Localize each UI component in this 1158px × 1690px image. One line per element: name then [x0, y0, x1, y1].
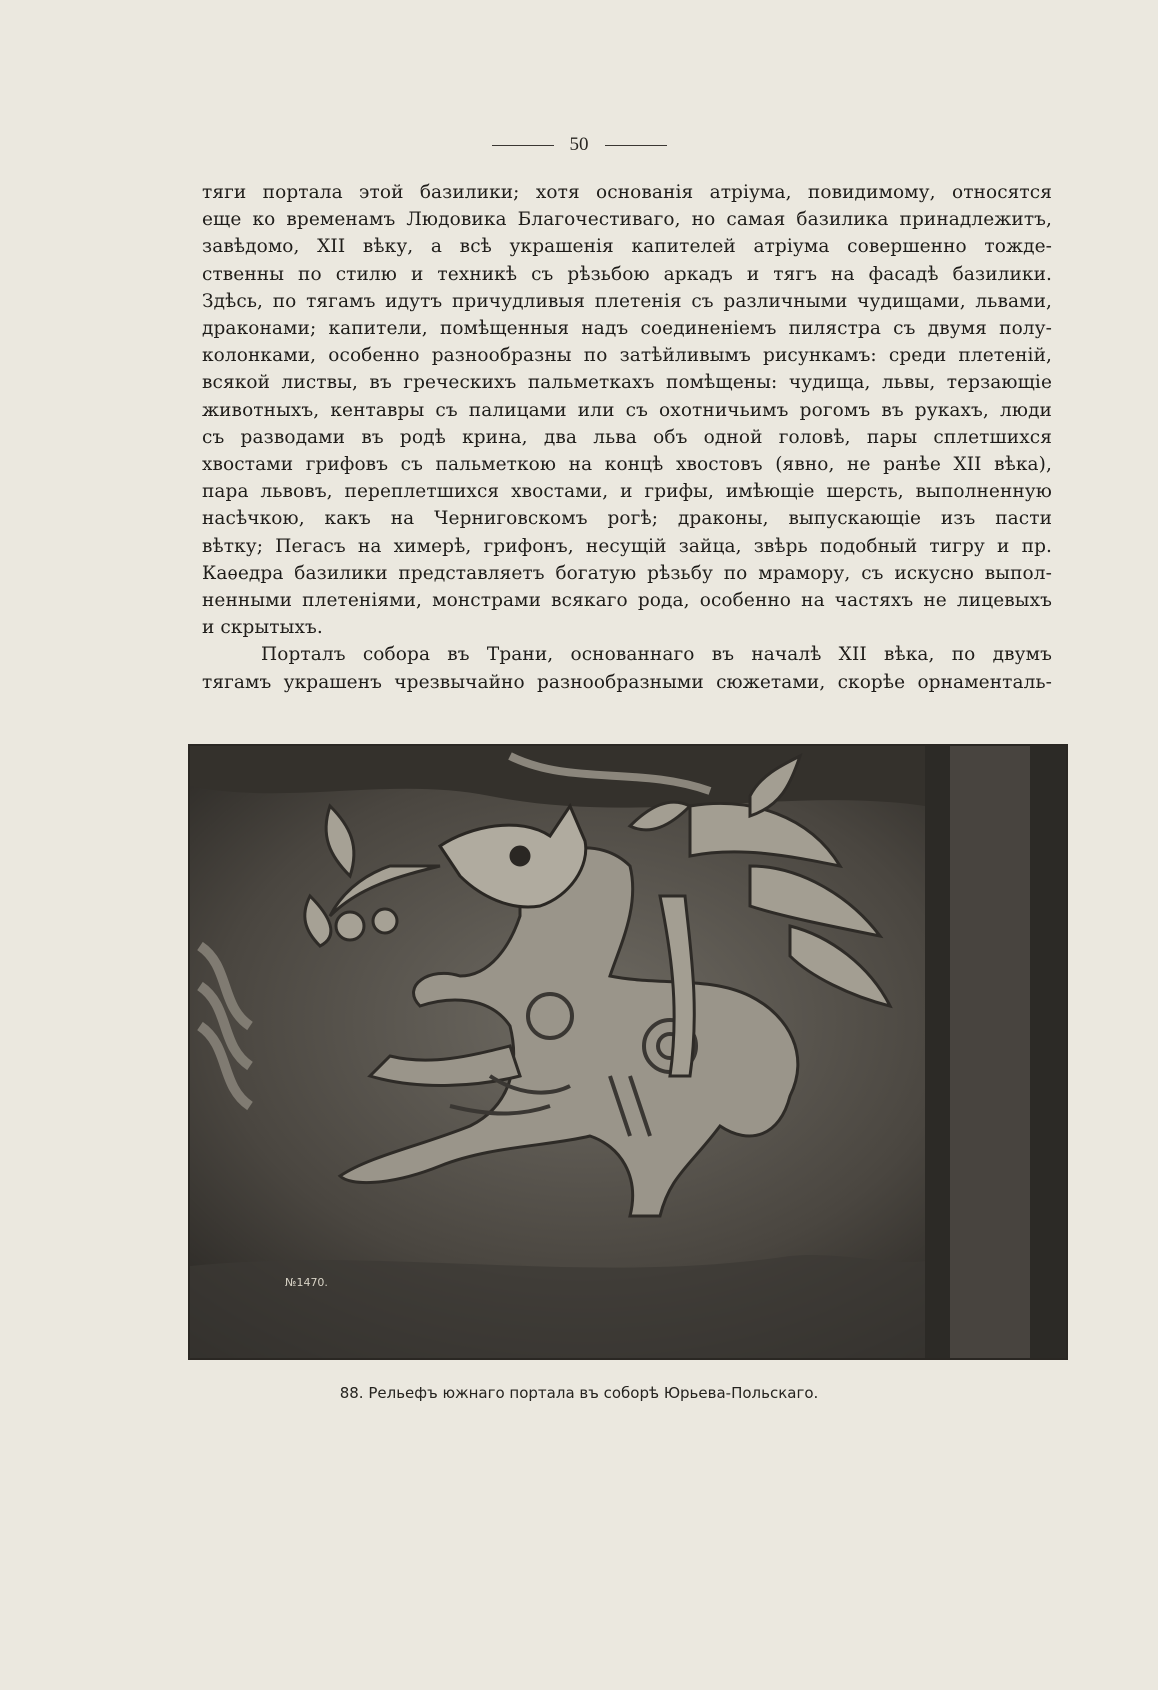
figure-caption: 88. Рельефъ южнаго портала въ соборѣ Юрьева-Польскаго.: [339, 1384, 819, 1402]
text-line: вѣтку; Пегасъ на химерѣ, грифонъ, несущій зайца, звѣрь подобный тигру и пр.: [202, 535, 1052, 557]
text-line: Каѳедра базилики представляетъ богатую рѣзьбу по мрамору, съ искусно выпол-: [202, 562, 1052, 584]
text-line: животныхъ, кентавры съ палицами или съ охотничьимъ рогомъ въ рукахъ, люди: [202, 399, 1052, 421]
page-header: [0, 134, 1158, 156]
text-line: хвостами грифовъ съ пальметкою на концѣ хвостовъ (явно, не ранѣе XII вѣка),: [202, 454, 1052, 476]
text-line: колонками, особенно разнообразны по затѣйливымъ рисункамъ: среди плетеній,: [202, 345, 1052, 367]
header-rule-right: [605, 145, 667, 146]
body-text: [202, 179, 1052, 696]
text-line: ственны по стилю и техникѣ съ рѣзьбою аркадъ и тягъ на фасадѣ базилики.: [202, 263, 1052, 285]
text-line: драконами; капители, помѣщенныя надъ соединеніемъ пилястра съ двумя полу-: [202, 318, 1052, 340]
header-rule-left: [492, 145, 554, 146]
text-line: всякой листвы, въ греческихъ пальметкахъ помѣщены: чудища, львы, терзающіе: [202, 372, 1052, 394]
plate-mark: №1470.: [285, 1276, 328, 1289]
text-line: пара львовъ, переплетшихся хвостами, и грифы, имѣющіе шерсть, выполненную: [202, 481, 1052, 503]
text-line: Порталъ собора въ Трани, основаннаго въ началѣ XII вѣка, по двумъ: [261, 644, 1052, 666]
text-line: и скрытыхъ.: [202, 617, 323, 639]
text-line: еще ко временамъ Людовика Благочестиваго, но самая базилика принадлежитъ,: [202, 209, 1052, 231]
text-line: съ разводами въ родѣ крина, два льва объ одной головѣ, пары сплетшихся: [202, 426, 1052, 448]
text-line: насѣчкою, какъ на Черниговскомъ рогѣ; драконы, выпускающіе изъ пасти: [202, 508, 1052, 530]
text-line: тягамъ украшенъ чрезвычайно разнообразными сюжетами, скорѣе орнаменталь-: [202, 671, 1052, 693]
text-line: ненными плетеніями, монстрами всякаго рода, особенно на частяхъ не лицевыхъ: [202, 590, 1052, 612]
text-line: Здѣсь, по тягамъ идутъ причудливыя плетенія съ различными чудищами, львами,: [202, 290, 1052, 312]
text-line: тяги портала этой базилики; хотя основанія атріума, повидимому, относятся: [202, 182, 1052, 203]
relief-photograph: [188, 744, 1068, 1360]
page-number: 50: [569, 134, 589, 155]
relief-image: [190, 746, 1066, 1358]
text-line: завѣдомо, XII вѣку, а всѣ украшенія капителей атріума совершенно тожде-: [202, 236, 1052, 258]
